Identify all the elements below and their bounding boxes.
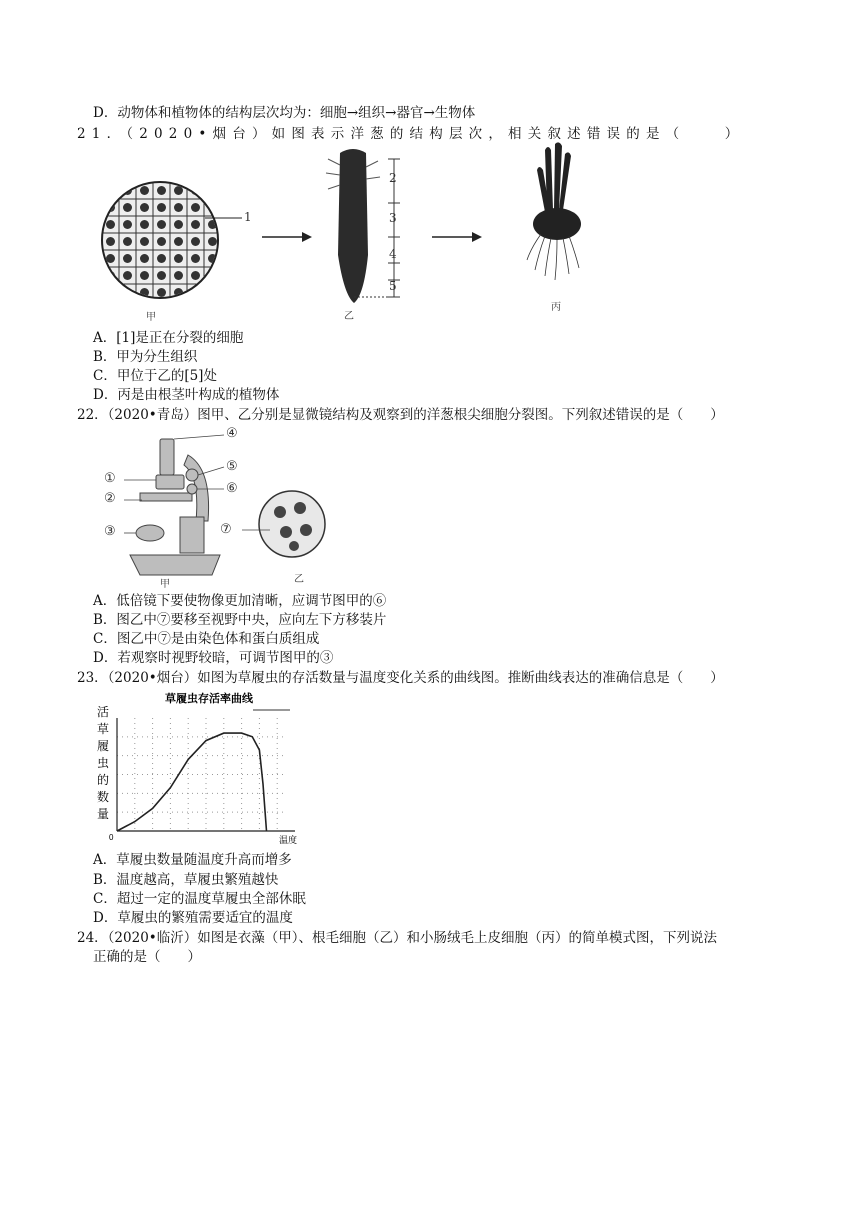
y-axis-label-char: 的 xyxy=(97,773,110,787)
cell-nucleus xyxy=(191,237,200,246)
q21-option-b: B．甲为分生组织 xyxy=(93,349,198,365)
x-axis-label: 温度 xyxy=(279,835,298,845)
cell xyxy=(204,284,221,301)
cell-nucleus xyxy=(123,237,132,246)
label-jia: 甲 xyxy=(146,312,156,323)
cell-nucleus xyxy=(106,288,115,297)
cell-nucleus xyxy=(106,254,115,263)
q21-option-d: D．丙是由根茎叶构成的植物体 xyxy=(93,387,280,403)
cell-nucleus xyxy=(140,271,149,280)
label-c1: ① xyxy=(104,471,116,486)
label-c5: ⑤ xyxy=(226,459,238,474)
cell-nucleus xyxy=(174,237,183,246)
label-jia-22: 甲 xyxy=(160,579,170,590)
question-21-stem: 21．（2020•烟台）如图表示洋葱的结构层次，相关叙述错误的是（ ） xyxy=(77,126,745,142)
q23-chart xyxy=(95,688,310,848)
label-4: 4 xyxy=(389,247,397,261)
cell-nucleus xyxy=(157,271,166,280)
survival-curve-chart xyxy=(95,688,310,848)
cell-nucleus xyxy=(174,203,183,212)
cell-nucleus xyxy=(157,237,166,246)
cell-nucleus xyxy=(140,237,149,246)
q21-figure-onion-plant xyxy=(515,140,605,313)
cell xyxy=(102,182,119,199)
cell-nucleus xyxy=(123,203,132,212)
arrow-2 xyxy=(432,230,482,244)
question-24-stem-line2: 正确的是（ ） xyxy=(93,949,201,965)
label-yi-22: 乙 xyxy=(294,574,304,585)
y-axis-label-char: 量 xyxy=(97,807,110,821)
label-1: 1 xyxy=(244,210,252,224)
y-axis-label-char: 履 xyxy=(97,739,110,753)
label-c6: ⑥ xyxy=(226,481,238,496)
y-axis-label-char: 虫 xyxy=(97,756,110,770)
origin-label: 0 xyxy=(109,833,114,842)
cell xyxy=(204,182,221,199)
question-23-stem: 23．（2020•烟台）如图为草履虫的存活数量与温度变化关系的曲线图。推断曲线表达的准确信息是（ ） xyxy=(77,670,724,686)
q23-option-c: C．超过一定的温度草履虫全部休眠 xyxy=(93,891,306,907)
cell-nucleus xyxy=(191,288,200,297)
question-24-stem-line1: 24．（2020•临沂）如图是衣藻（甲）、根毛细胞（乙）和小肠绒毛上皮细胞（丙）的简单模式图，下列说法 xyxy=(77,930,717,946)
cell-nucleus xyxy=(106,220,115,229)
label-c3: ③ xyxy=(104,524,116,539)
cell-nucleus xyxy=(157,186,166,195)
q22-option-c: C．图乙中⑦是由染色体和蛋白质组成 xyxy=(93,631,320,647)
y-axis-label-char: 活 xyxy=(97,705,110,719)
y-axis-label xyxy=(97,705,109,821)
cell-nucleus xyxy=(157,288,166,297)
cell-nucleus xyxy=(208,271,217,280)
cell-nucleus xyxy=(157,203,166,212)
cell-nucleus xyxy=(106,237,115,246)
cell-nucleus xyxy=(123,254,132,263)
label-3: 3 xyxy=(389,211,397,225)
label-c2: ② xyxy=(104,491,116,506)
cell-nucleus xyxy=(123,271,132,280)
label-bing: 丙 xyxy=(551,302,561,313)
cell-nucleus xyxy=(174,271,183,280)
q23-option-b: B．温度越高，草履虫繁殖越快 xyxy=(93,872,279,888)
q23-option-a: A．草履虫数量随温度升高而增多 xyxy=(93,852,292,868)
cell-nucleus xyxy=(157,254,166,263)
cell-nucleus xyxy=(208,186,217,195)
cell-nucleus xyxy=(191,220,200,229)
cell-nucleus xyxy=(174,220,183,229)
label-5: 5 xyxy=(389,279,397,293)
cell-nucleus xyxy=(191,271,200,280)
q22-option-b: B．图乙中⑦要移至视野中央，应向左下方移装片 xyxy=(93,612,387,628)
cell-nucleus xyxy=(140,203,149,212)
y-axis-label-char: 数 xyxy=(97,790,110,804)
q21-figure-root-tip xyxy=(318,145,418,322)
cell-nucleus xyxy=(140,186,149,195)
cell-nucleus xyxy=(140,254,149,263)
prev-option-d: D．动物体和植物体的结构层次均为：细胞→组织→器官→生物体 xyxy=(93,105,476,121)
q23-option-d: D．草履虫的繁殖需要适宜的温度 xyxy=(93,910,293,926)
q22-option-d: D．若观察时视野较暗，可调节图甲的③ xyxy=(93,650,334,666)
cell-nucleus xyxy=(191,254,200,263)
label-yi: 乙 xyxy=(344,311,354,322)
label-2: 2 xyxy=(389,171,397,185)
cell-nucleus xyxy=(174,254,183,263)
q21-option-a: A．[1]是正在分裂的细胞 xyxy=(93,330,244,346)
arrow-1 xyxy=(262,230,312,244)
q22-option-a: A．低倍镜下要使物像更加清晰，应调节图甲的⑥ xyxy=(93,593,387,609)
cell xyxy=(102,284,119,301)
cell-nucleus xyxy=(106,186,115,195)
q21-figure-cells xyxy=(100,180,260,323)
cell-nucleus xyxy=(191,203,200,212)
cell-nucleus xyxy=(174,186,183,195)
cell-nucleus xyxy=(208,288,217,297)
survival-curve xyxy=(117,733,267,831)
q22-figure-cell-view xyxy=(220,480,330,585)
cell-nucleus xyxy=(157,220,166,229)
cell-nucleus xyxy=(123,220,132,229)
label-c4: ④ xyxy=(226,426,238,441)
cell-nucleus xyxy=(208,237,217,246)
q21-option-c: C．甲位于乙的[5]处 xyxy=(93,368,217,384)
question-22-stem: 22．（2020•青岛）图甲、乙分别是显微镜结构及观察到的洋葱根尖细胞分裂图。下列叙述错误的是（ ） xyxy=(77,407,724,423)
cell-nucleus xyxy=(140,220,149,229)
y-axis-label-char: 草 xyxy=(97,722,110,736)
label-c7: ⑦ xyxy=(220,522,232,537)
chart-title: 草履虫存活率曲线 xyxy=(165,693,253,705)
